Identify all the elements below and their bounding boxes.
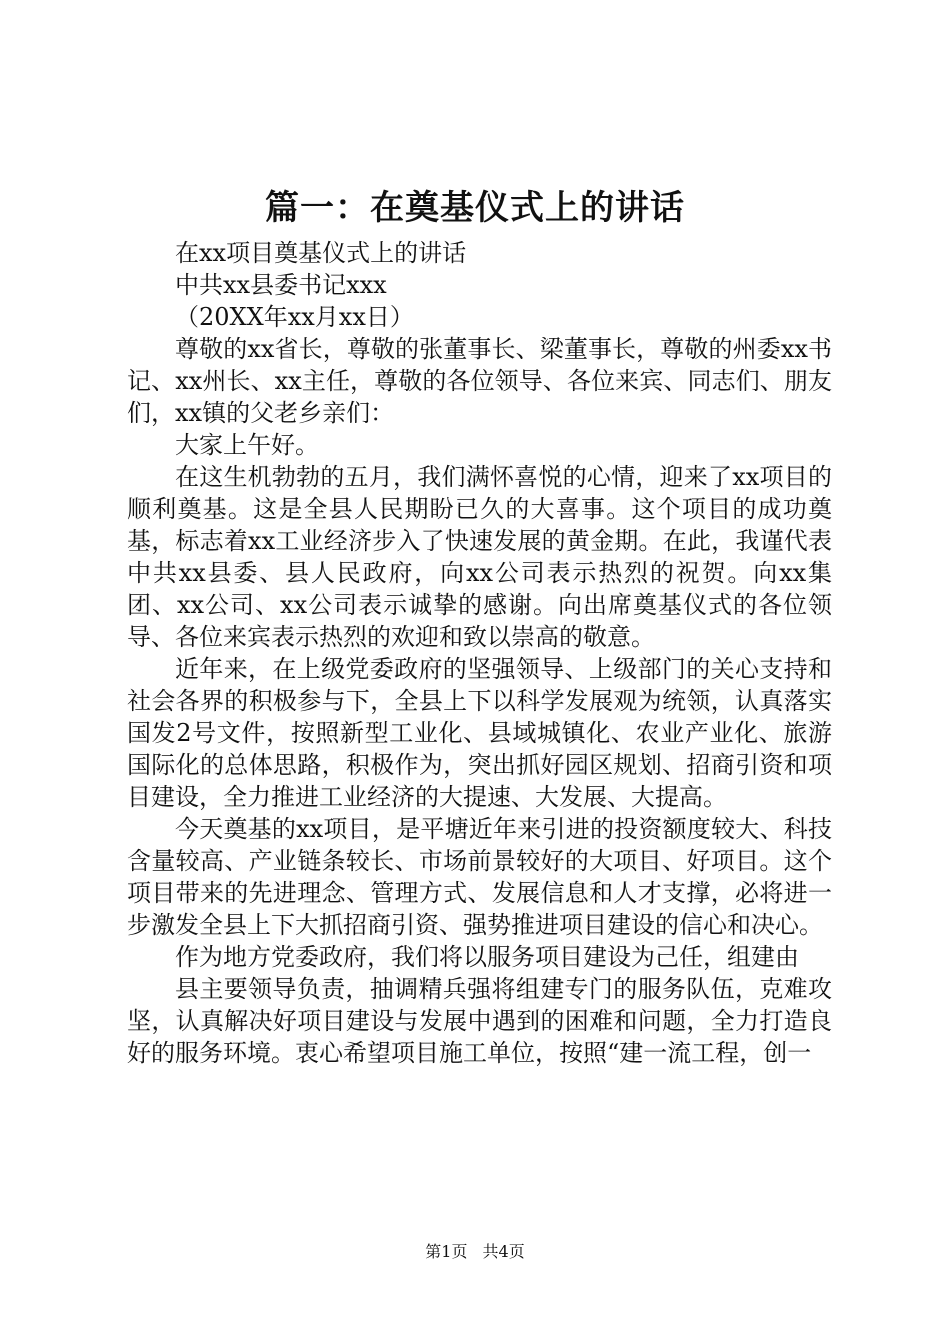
date-line: （20XX年xx月xx日）: [175, 303, 414, 331]
page-number: 第1页: [425, 1242, 468, 1261]
document-title: 篇一：在奠基仪式上的讲话: [265, 188, 685, 228]
greeting-paragraph: 大家上午好。: [175, 431, 319, 459]
speaker-line: 中共xx县委书记xxx: [175, 271, 387, 299]
salutation-paragraph: 尊敬的xx省长，尊敬的张董事长、梁董事长，尊敬的州委xx书记、xx州长、xx主任，尊敬的各位领导、各位来宾、同志们、朋友们，xx镇的父老乡亲们：: [127, 335, 832, 427]
body-paragraph: 在这生机勃勃的五月，我们满怀喜悦的心情，迎来了xx项目的顺利奠基。这是全县人民期盼已久的大喜事。这个项目的成功奠基，标志着xx工业经济步入了快速发展的黄金期。在此，我谨代表中共xx县委、县人民政府，向xx公司表示热烈的祝贺。向xx集团、xx公司、xx公司表示诚挚的感谢。向出席奠基仪式的各位领导、各位来宾表示热烈的欢迎和致以崇高的敬意。: [127, 463, 832, 651]
page-total: 共4页: [482, 1242, 525, 1261]
body-paragraph: 近年来，在上级党委政府的坚强领导、上级部门的关心支持和社会各界的积极参与下，全县上下以科学发展观为统领，认真落实国发2号文件，按照新型工业化、县域城镇化、农业产业化、旅游国际化的总体思路，积极作为，突出抓好园区规划、招商引资和项目建设，全力推进工业经济的大提速、大发展、大提高。: [127, 655, 832, 811]
document-body: [127, 237, 832, 1069]
body-paragraph: 今天奠基的xx项目，是平塘近年来引进的投资额度较大、科技含量较高、产业链条较长、市场前景较好的大项目、好项目。这个项目带来的先进理念、管理方式、发展信息和人才支撑，必将进一步激发全县上下大抓招商引资、强势推进项目建设的信心和决心。: [127, 815, 832, 939]
page-footer: [0, 1241, 950, 1263]
body-paragraph: 县主要领导负责，抽调精兵强将组建专门的服务队伍，克难攻坚，认真解决好项目建设与发展中遇到的困难和问题，全力打造良好的服务环境。衷心希望项目施工单位，按照“建一流工程，创一: [127, 975, 832, 1067]
body-paragraph: 作为地方党委政府，我们将以服务项目建设为己任，组建由: [175, 943, 799, 971]
speech-title-line: 在xx项目奠基仪式上的讲话: [175, 239, 467, 267]
